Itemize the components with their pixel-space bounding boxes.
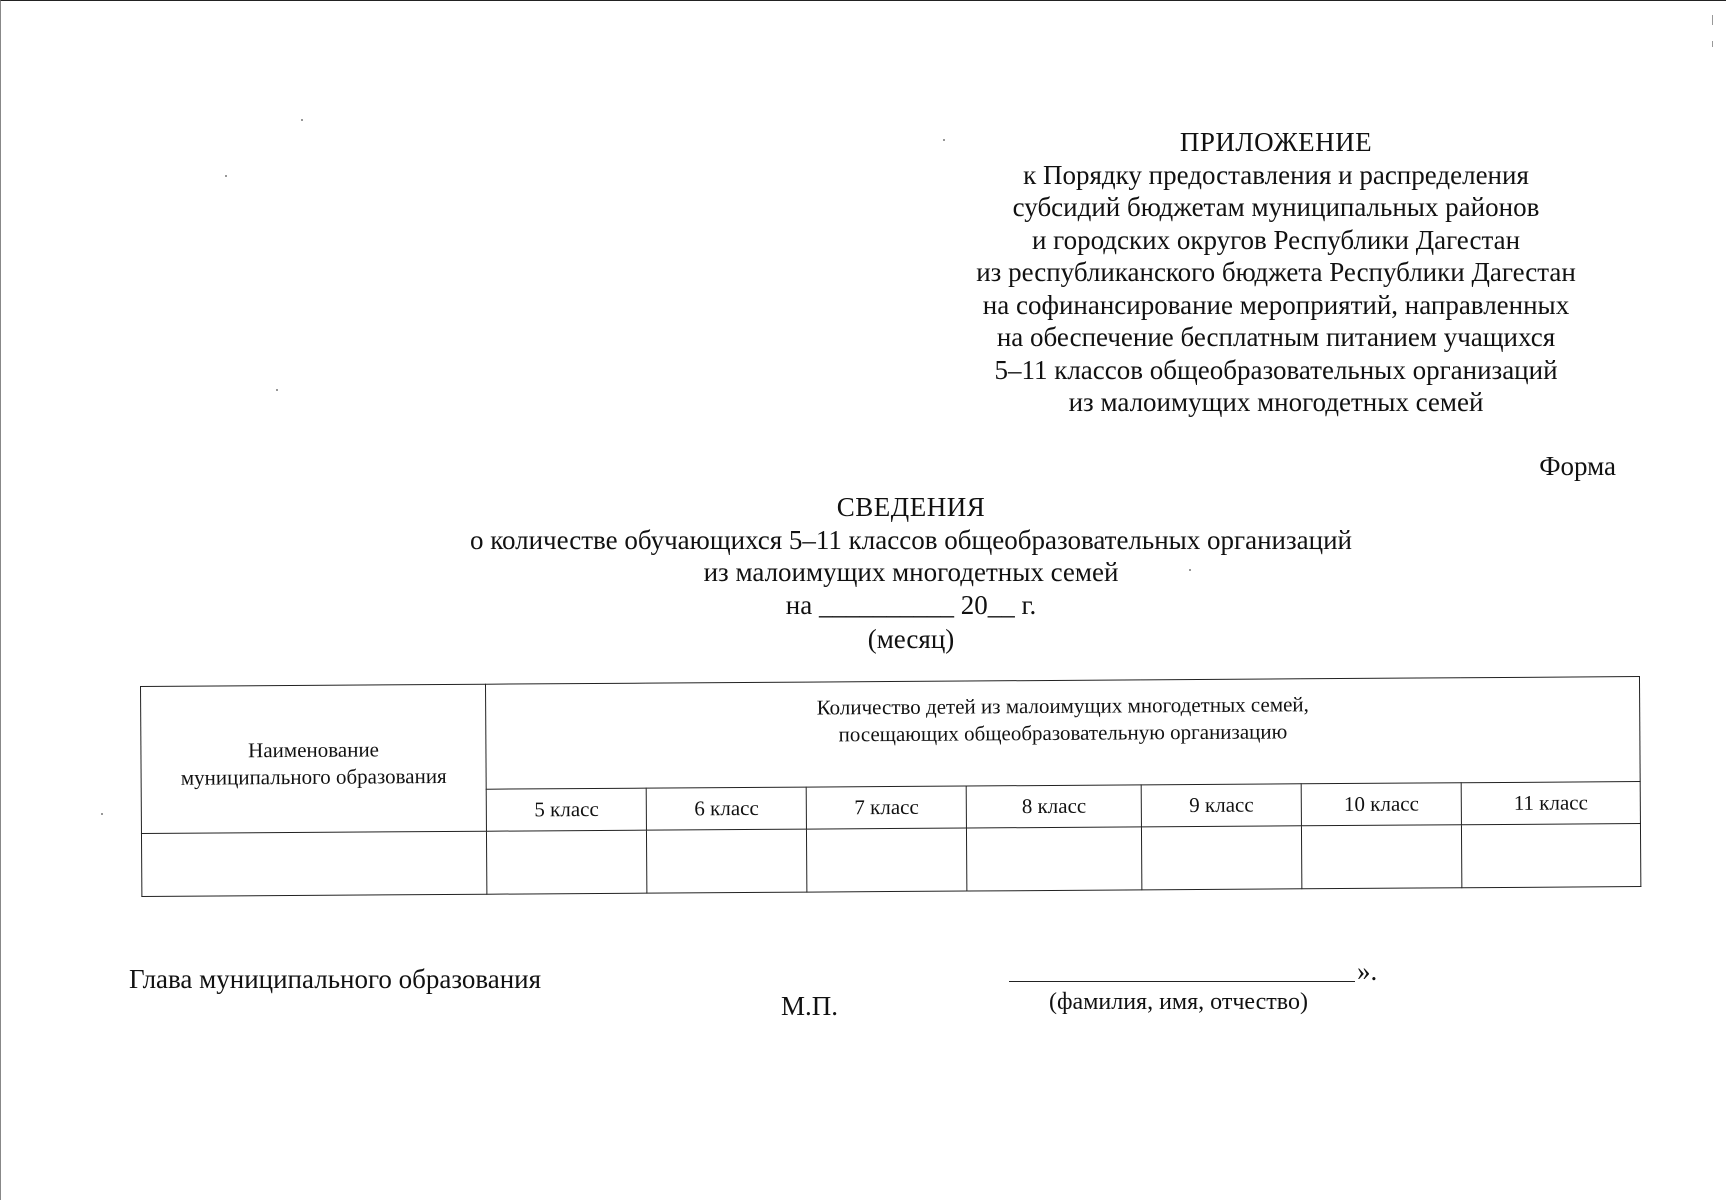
table-cell-count[interactable] (487, 830, 647, 894)
report-title: СВЕДЕНИЯ (836, 492, 986, 522)
class-header-cell: 10 класс (1301, 783, 1461, 826)
appendix-line: на обеспечение бесплатным питанием учащихся (996, 322, 1556, 352)
class-header-cell: 7 класс (806, 786, 966, 829)
table-header-row (141, 677, 1641, 792)
report-heading (391, 491, 1431, 656)
appendix-title: ПРИЛОЖЕНИЕ (1179, 127, 1373, 157)
appendix-line: к Порядку предоставления и распределения (1023, 159, 1529, 190)
scan-speck (225, 175, 227, 177)
appendix-line: на софинансирование мероприятий, направленных (982, 289, 1570, 320)
scan-edge-mark (1712, 41, 1713, 47)
signature-caption: (фамилия, имя, отчество) (1049, 989, 1308, 1015)
group-header-line: посещающих общеобразовательную организацию (838, 719, 1288, 747)
name-header-line: Наименование (248, 737, 380, 763)
appendix-line: и городских округов Республики Дагестан (1031, 224, 1521, 255)
stamp-place-label: М.П. (781, 991, 839, 1021)
class-header-cell: 11 класс (1461, 782, 1640, 825)
table-cell-count[interactable] (967, 827, 1142, 891)
table-cell-municipality[interactable] (141, 831, 487, 896)
table-cell-count[interactable] (807, 828, 967, 892)
scan-speck (101, 813, 103, 815)
report-subtitle: из малоимущих многодетных семей (703, 557, 1119, 587)
appendix-line: из республиканского бюджета Республики Дагестан (976, 257, 1576, 287)
class-header-cell: 9 класс (1141, 784, 1301, 827)
scan-speck (1189, 569, 1191, 571)
appendix-line: 5–11 классов общеобразовательных организаций (994, 354, 1558, 385)
closing-quote: ». (1357, 956, 1378, 986)
appendix-line: из малоимущих многодетных семей (1068, 387, 1484, 417)
table-cell-count[interactable] (1462, 824, 1641, 888)
class-header-cell: 8 класс (966, 785, 1141, 828)
name-header-line: муниципального образования (180, 763, 447, 790)
table-cell-count[interactable] (1302, 825, 1462, 889)
class-header-cell: 5 класс (486, 788, 646, 831)
head-of-municipality-label: Глава муниципального образования (129, 964, 542, 994)
scan-speck (943, 139, 945, 141)
group-column-header (486, 677, 1640, 790)
group-header-line: Количество детей из малоимущих многодетных семей, (816, 692, 1309, 720)
signature-line (1009, 981, 1355, 982)
report-subtitle: о количестве обучающихся 5–11 классов общеобразовательных организаций (469, 524, 1353, 555)
table-row (141, 824, 1640, 897)
report-date-note: (месяц) (867, 624, 955, 654)
scan-edge-mark (1712, 15, 1713, 25)
form-label: Форма (1539, 451, 1616, 481)
scan-speck (276, 389, 278, 391)
class-header-cell: 6 класс (646, 787, 806, 830)
appendix-block (931, 126, 1621, 419)
scan-speck (301, 119, 303, 121)
report-table (140, 676, 1641, 897)
report-date-line: на __________ 20__ г. (785, 589, 1037, 620)
appendix-line: субсидий бюджетам муниципальных районов (1012, 192, 1540, 222)
table-cell-count[interactable] (647, 829, 807, 893)
name-column-header (141, 684, 487, 833)
table-cell-count[interactable] (1142, 826, 1302, 890)
